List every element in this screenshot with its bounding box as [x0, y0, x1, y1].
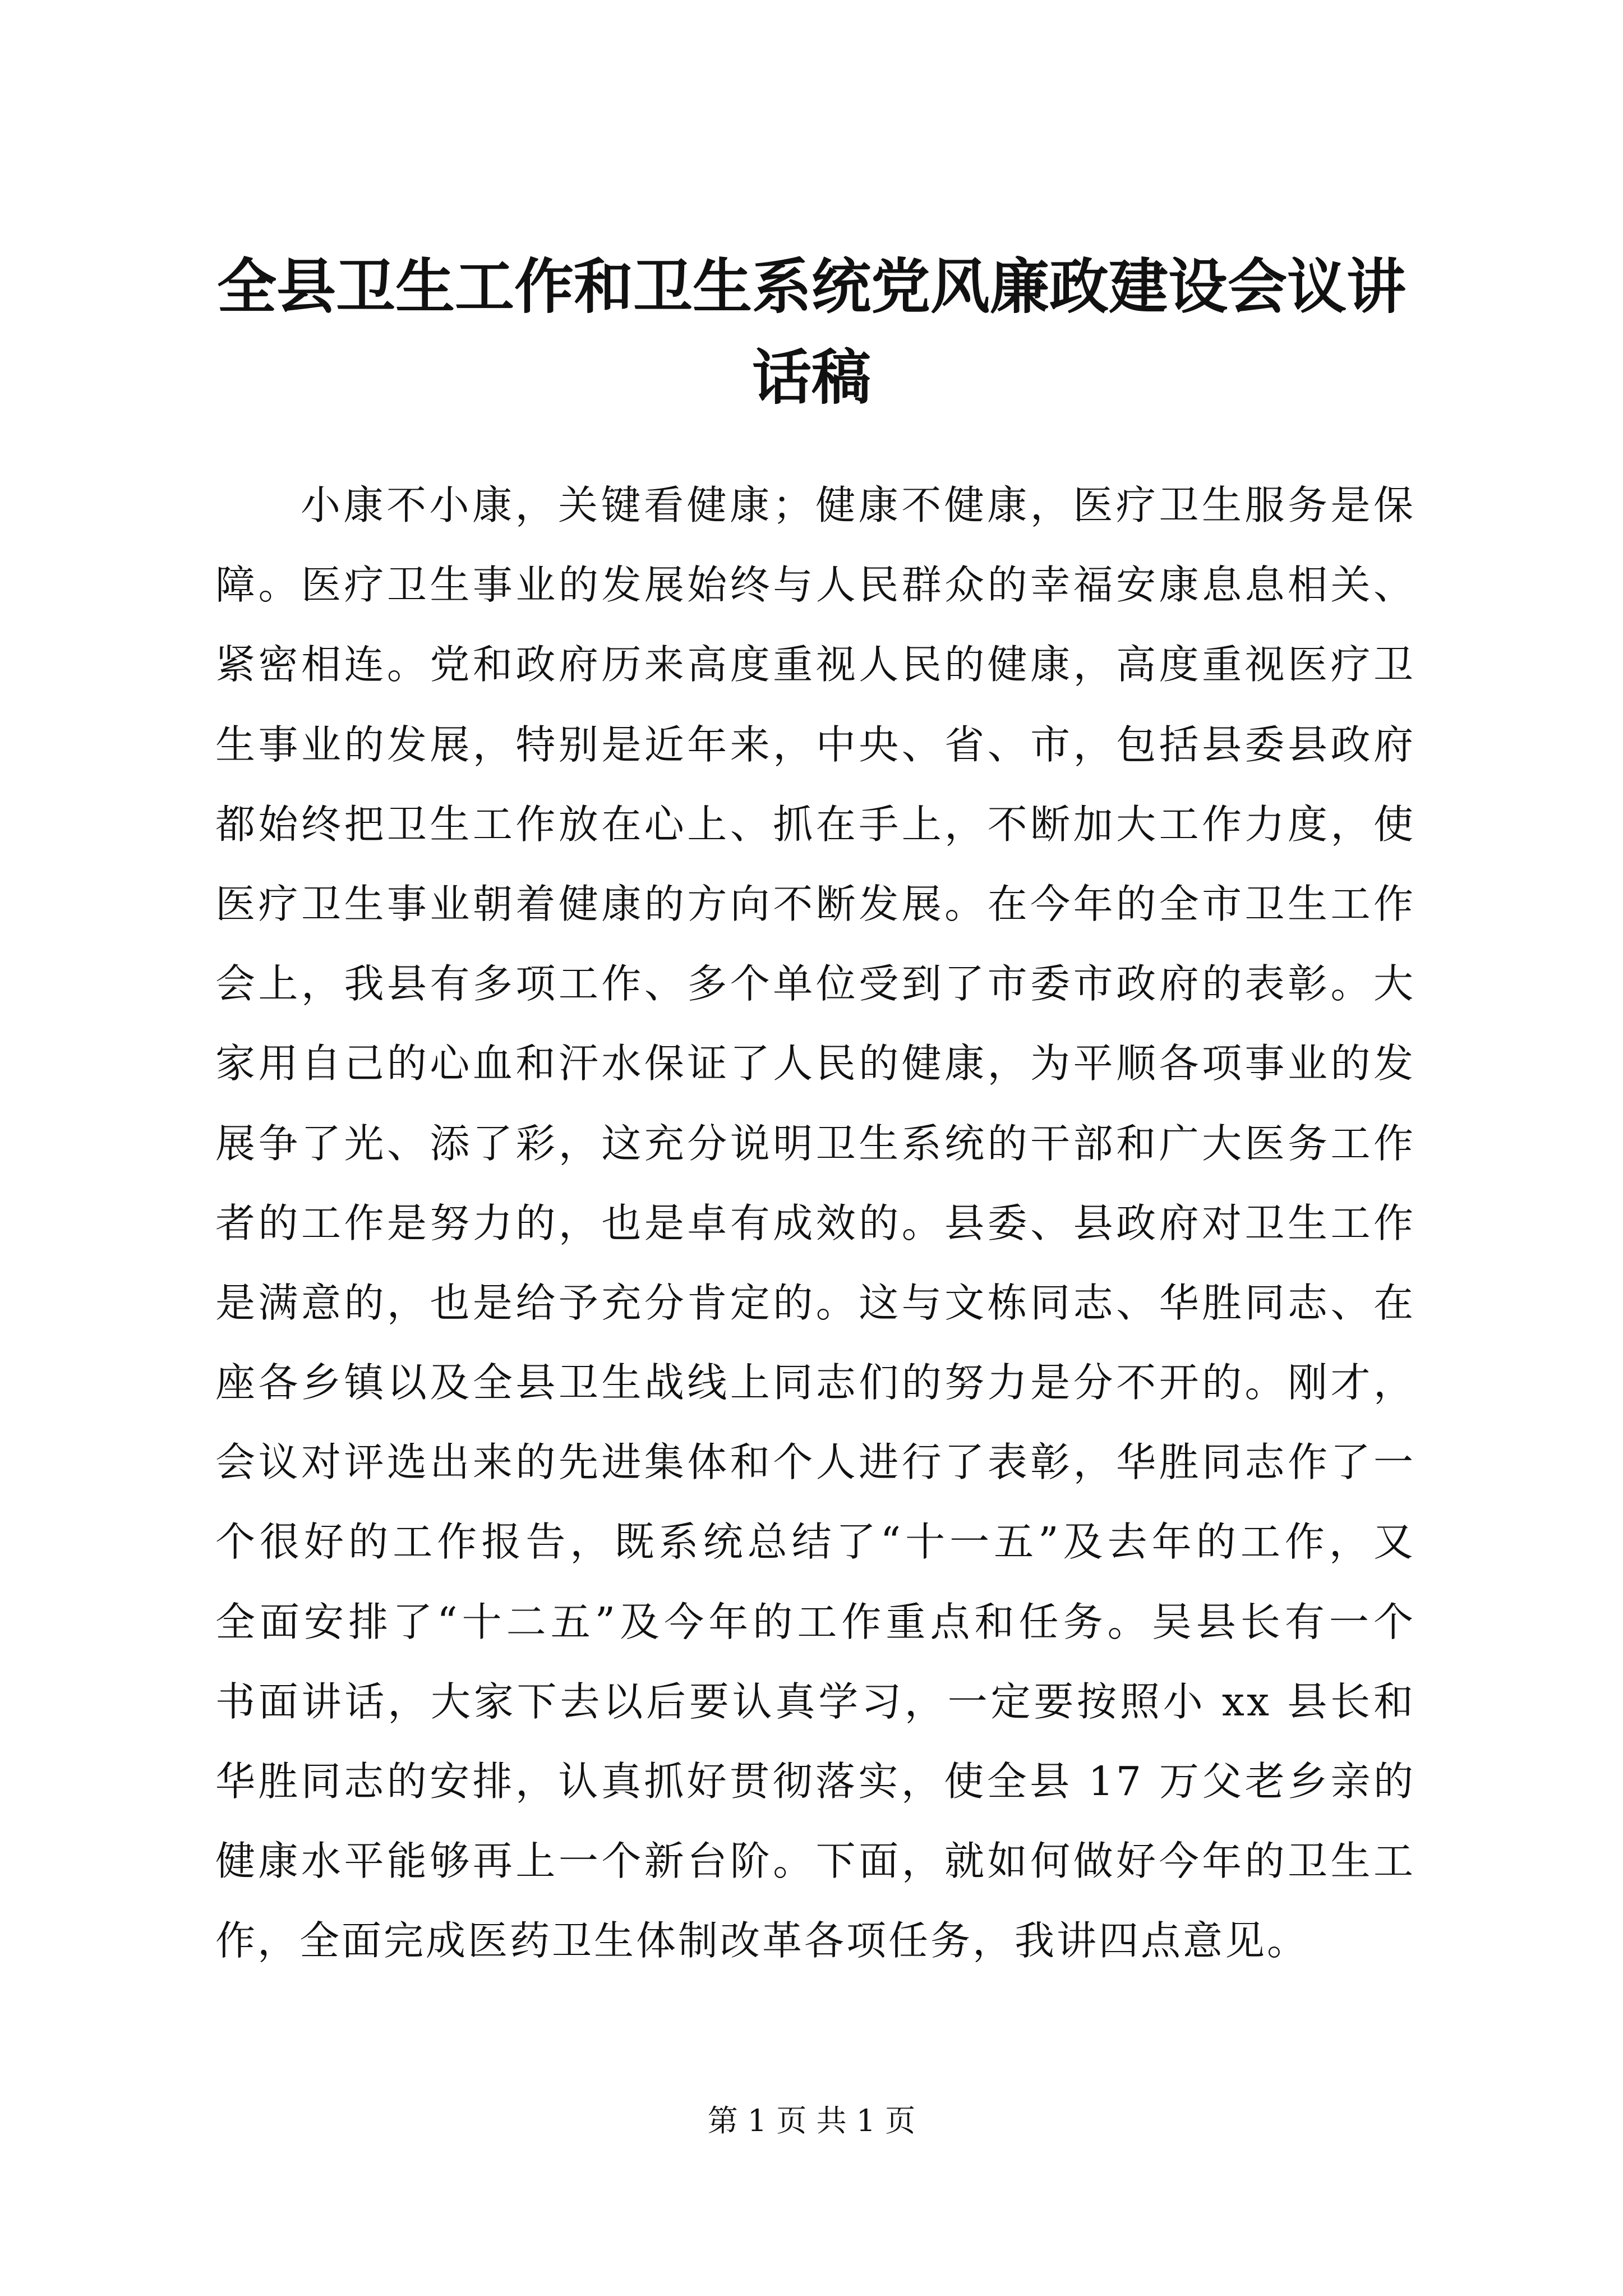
paragraph-line: 华胜同志的安排，认真抓好贯彻落实，使全县 17 万父老乡亲的: [215, 1758, 1415, 1805]
paragraph-line: 作，全面完成医药卫生体制改革各项任务，我讲四点意见。: [215, 1917, 1310, 1964]
paragraph-line: 者的工作是努力的，也是卓有成效的。县委、县政府对卫生工作: [215, 1199, 1415, 1246]
paragraph-line: 障。医疗卫生事业的发展始终与人民群众的幸福安康息息相关、: [215, 562, 1415, 609]
paragraph-line: 个很好的工作报告，既系统总结了“十一五”及去年的工作，又: [215, 1519, 1415, 1566]
paragraph-line: 是满意的，也是给予充分肯定的。这与文栋同志、华胜同志、在: [215, 1279, 1415, 1326]
paragraph-line: 座各乡镇以及全县卫生战线上同志们的努力是分不开的。刚才，: [215, 1359, 1415, 1406]
paragraph-line: 会议对评选出来的先进集体和个人进行了表彰，华胜同志作了一: [215, 1439, 1415, 1486]
title-line: 话稿: [752, 342, 871, 412]
paragraph-line: 都始终把卫生工作放在心上、抓在手上，不断加大工作力度，使: [215, 800, 1415, 848]
body-paragraph: [215, 466, 1415, 1981]
paragraph-line: 展争了光、添了彩，这充分说明卫生系统的干部和广大医务工作: [215, 1120, 1415, 1167]
page-number-footer: 第 1 页 共 1 页: [707, 2103, 916, 2138]
paragraph-line: 会上，我县有多项工作、多个单位受到了市委市政府的表彰。大: [215, 960, 1415, 1007]
paragraph-line: 紧密相连。党和政府历来高度重视人民的健康，高度重视医疗卫: [215, 641, 1415, 688]
paragraph-line: 全面安排了“十二五”及今年的工作重点和任务。吴县长有一个: [215, 1598, 1415, 1645]
title-line: 全县卫生工作和卫生系统党风廉政建设会议讲: [217, 251, 1406, 321]
paragraph-line: 健康水平能够再上一个新台阶。下面，就如何做好今年的卫生工: [215, 1838, 1415, 1885]
paragraph-line: 小康不小康，关键看健康；健康不健康，医疗卫生服务是保: [301, 482, 1415, 528]
paragraph-line: 书面讲话，大家下去以后要认真学习，一定要按照小 xx 县长和: [215, 1678, 1415, 1725]
paragraph-line: 生事业的发展，特别是近年来，中央、省、市，包括县委县政府: [215, 721, 1415, 768]
paragraph-line: 家用自己的心血和汗水保证了人民的健康，为平顺各项事业的发: [215, 1040, 1415, 1087]
paragraph-line: 医疗卫生事业朝着健康的方向不断发展。在今年的全市卫生工作: [215, 880, 1415, 927]
document-title: [202, 241, 1421, 423]
